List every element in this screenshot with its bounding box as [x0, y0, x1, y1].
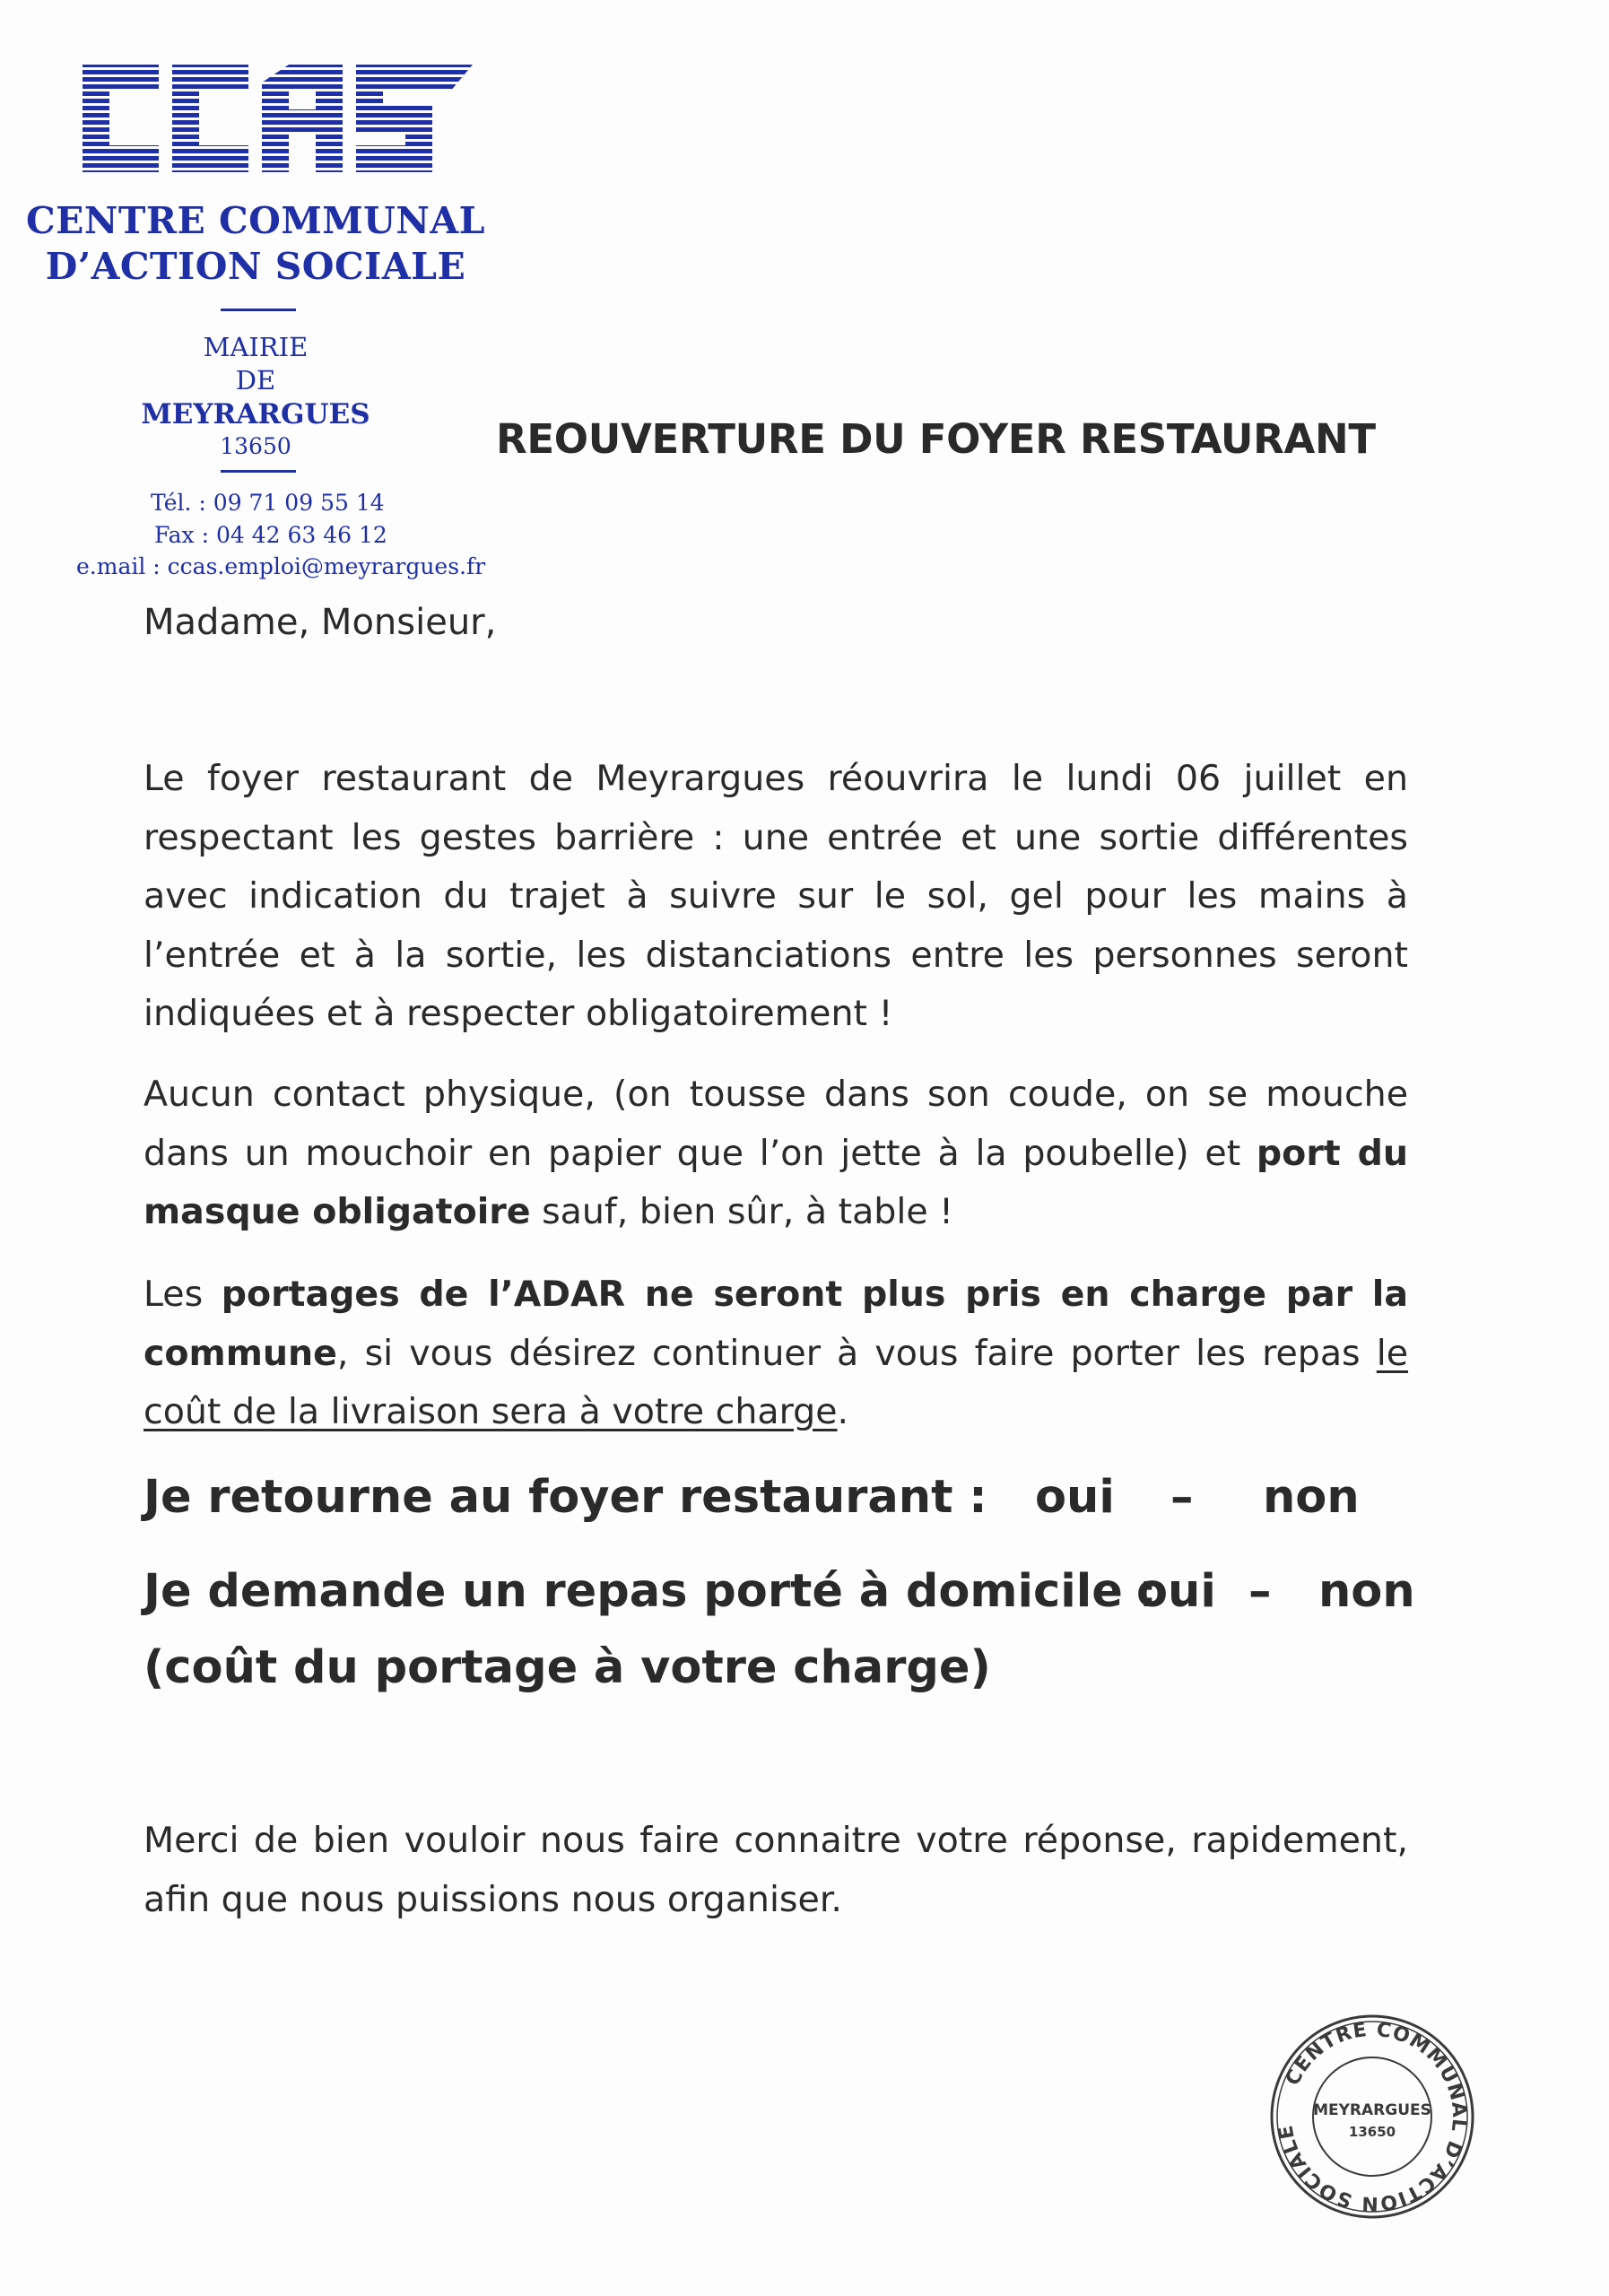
ccas-logo: [74, 56, 477, 181]
fax-number: Fax : 04 42 63 46 12: [154, 522, 387, 548]
paragraph-delivery: Les portages de l’ADAR ne seront plus pris en charge par la commune, si vous désirez continuer à vous faire porter les repas le coût de la livraison sera à votre charge.: [144, 1274, 1408, 1432]
delivery-cost-notice: le coût de la livraison sera à votre charge: [144, 1332, 1408, 1432]
question-delivery-yes: oui: [1136, 1565, 1216, 1618]
question-return-yes: oui: [1035, 1471, 1115, 1524]
question-delivery-no: non: [1318, 1565, 1415, 1618]
svg-text:13650: 13650: [1348, 2124, 1396, 2140]
paragraph-hygiene: Aucun contact physique, (on tousse dans son coude, on se mouche dans un mouchoir en papier que l’on jette à la poubelle) et port du masque obligatoire sauf, bien sûr, à table !: [144, 1074, 1409, 1232]
official-stamp: [1265, 2009, 1480, 2224]
org-name-line2: D’ACTION SOCIALE: [45, 245, 466, 288]
mairie-line2: DE: [235, 365, 276, 396]
question-delivery-note: (coût du portage à votre charge): [144, 1641, 991, 1694]
email-address: e.mail : ccas.emploi@meyrargues.fr: [76, 553, 486, 579]
document-title: REOUVERTURE DU FOYER RESTAURANT: [496, 415, 1376, 463]
mask-requirement: port du masque obligatoire: [144, 1132, 1409, 1232]
letterhead-divider: [221, 309, 296, 311]
svg-text:CENTRE COMMUNAL D’ACTION SOCIA: CENTRE COMMUNAL D’ACTION SOCIALE: [1274, 2018, 1471, 2215]
mairie-town: MEYRARGUES: [141, 398, 370, 430]
svg-text:MEYRARGUES: MEYRARGUES: [1313, 2101, 1431, 2119]
letterhead-divider: [221, 470, 296, 473]
salutation: Madame, Monsieur,: [144, 602, 497, 643]
question-return-dash: –: [1170, 1471, 1194, 1524]
org-name-line1: CENTRE COMMUNAL: [26, 199, 485, 242]
adar-notice: portages de l’ADAR ne seront plus pris en charge par la commune: [144, 1274, 1408, 1374]
question-delivery-label: Je demande un repas porté à domicile :: [144, 1565, 1157, 1618]
mairie-postcode: 13650: [220, 433, 291, 459]
question-return-no: non: [1263, 1471, 1360, 1524]
paragraph-reopening: Le foyer restaurant de Meyrargues réouvrira le lundi 06 juillet en respectant les gestes barrière : une entrée et une sortie différentes avec indication du trajet à suivre sur le sol, gel pour les mains à l’entrée et à la sortie, les distanciations entre les personnes seront indiquées et à respecter obligatoirement !: [144, 758, 1408, 1034]
closing-paragraph: Merci de bien vouloir nous faire connaitre votre réponse, rapidement, afin que nous puissions nous organiser.: [144, 1820, 1408, 1920]
question-return-label: Je retourne au foyer restaurant :: [144, 1471, 987, 1524]
question-delivery-dash: –: [1248, 1565, 1272, 1618]
mairie-line1: MAIRIE: [203, 332, 309, 362]
phone-number: Tél. : 09 71 09 55 14: [151, 490, 385, 516]
